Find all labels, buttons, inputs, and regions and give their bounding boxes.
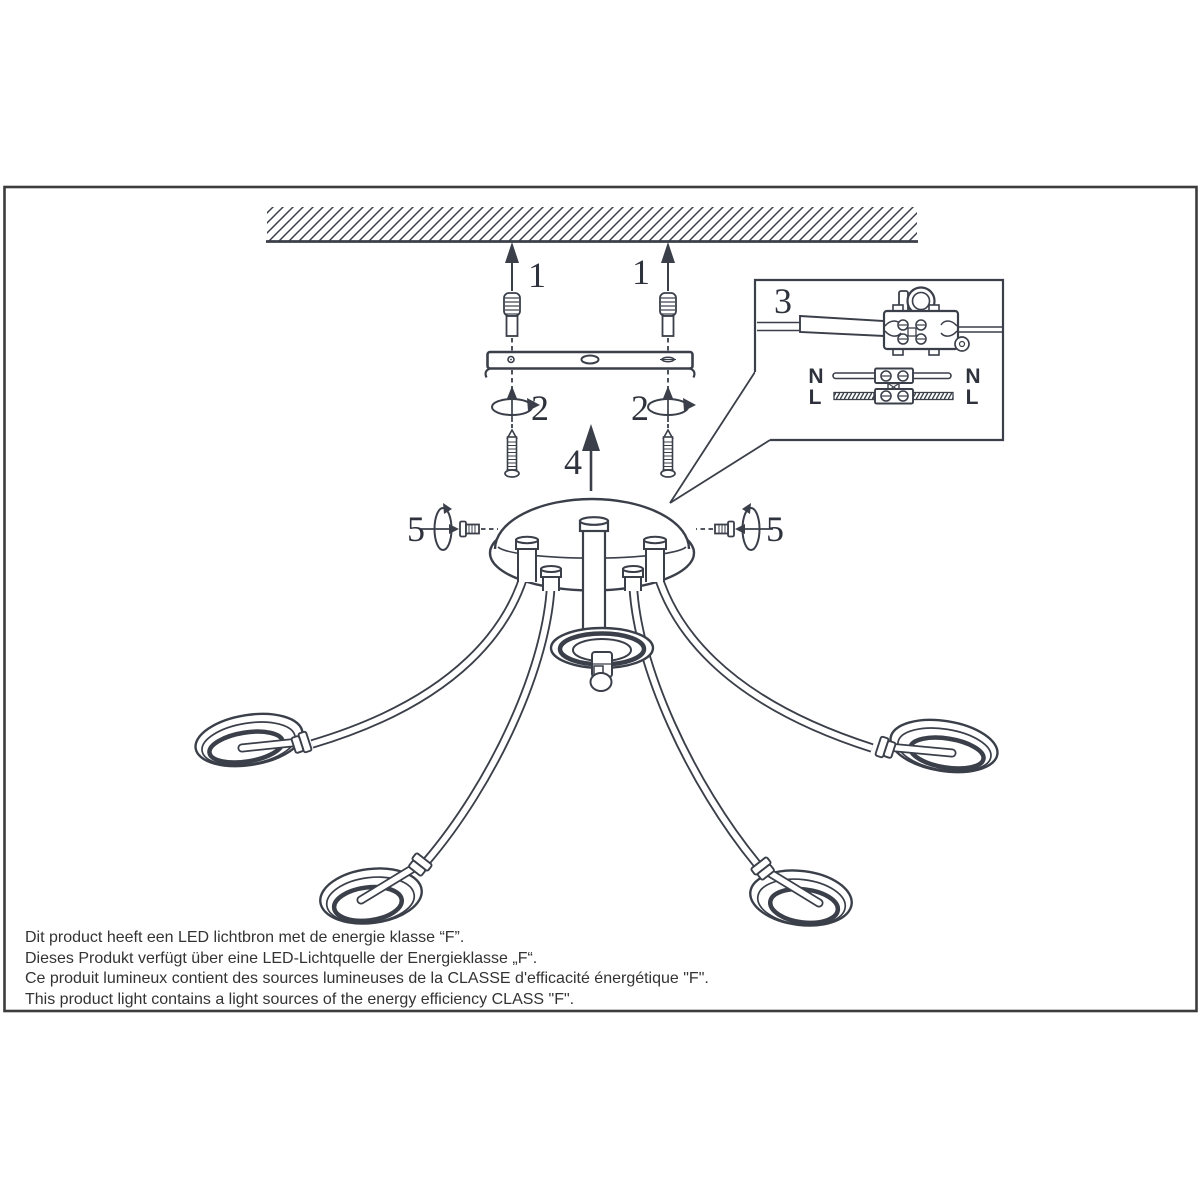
side-screw-right	[696, 503, 773, 550]
step-label-5-left: 5	[407, 509, 425, 549]
lamp-head-upper-right	[875, 713, 1001, 779]
side-screw-left	[421, 503, 498, 550]
lamp-head-upper-left	[192, 707, 312, 773]
energy-class-notice	[25, 928, 709, 1010]
step-label-3: 3	[774, 281, 792, 321]
center-disc	[551, 628, 653, 691]
wiring-callout	[670, 280, 1003, 503]
step-label-1-right: 1	[632, 252, 650, 292]
notice-line-german: Dieses Produkt verfügt über eine LED-Lichtquelle der Energieklasse „F“.	[25, 949, 538, 967]
lift-arrow	[582, 424, 600, 491]
mounting-bracket	[486, 352, 695, 378]
step-label-5-right: 5	[766, 509, 784, 549]
live-label-right: L	[965, 386, 979, 409]
lamp-head-lower-left	[317, 853, 432, 929]
step-label-1-left: 1	[528, 255, 546, 295]
lamp-head-lower-right	[747, 857, 855, 931]
step-label-2-left: 2	[531, 388, 549, 428]
notice-line-english: This product light contains a light sources of the energy efficiency CLASS "F".	[25, 990, 575, 1008]
neutral-label-left: N	[808, 365, 824, 388]
notice-line-french: Ce produit lumineux contient des sources lumineuses de la CLASSE d'efficacité énergétique "F".	[25, 970, 709, 988]
ceiling	[266, 207, 918, 242]
live-label-left: L	[808, 386, 822, 409]
notice-line-dutch: Dit product heeft een LED lichtbron met de energie klasse “F”.	[25, 929, 465, 946]
neutral-label-right: N	[965, 365, 981, 388]
step-label-4: 4	[564, 442, 582, 482]
step-label-2-right: 2	[631, 388, 649, 428]
